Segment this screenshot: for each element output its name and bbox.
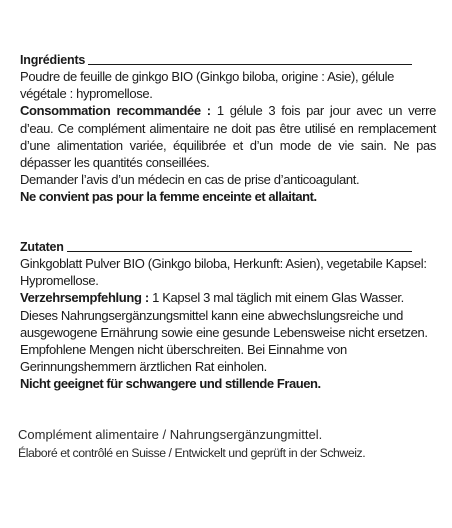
- warning-text-fr: Ne convient pas pour la femme enceinte et allaitant.: [20, 189, 317, 205]
- product-type-text: Complément alimentaire / Nahrungsergänzungmittel.: [18, 427, 323, 442]
- french-label-section: [20, 52, 436, 206]
- german-label-section: [20, 239, 436, 393]
- origin-text: Élaboré et contrôlé en Suisse / Entwickelt und geprüft in der Schweiz.: [18, 446, 366, 460]
- ingredients-heading-text-fr: Ingrédients: [20, 53, 86, 67]
- dosage-label-de: Verzehrsempfehlung :: [20, 290, 149, 306]
- dosage-label-fr: Consommation recommandée :: [20, 103, 211, 119]
- dosage-paragraph-fr: [20, 102, 436, 171]
- warning-text-de: Nicht geeignet für schwangere und stillende Frauen.: [20, 376, 321, 392]
- dosage-text-fr: 1 gélule 3 fois par jour avec un verre d’eau. Ce complément alimentaire ne doit pas être utilisé en remplacement d’une alimentation variée, équilibrée et d’un mode de vie sain. Ne pas dépasser les quantités conseillées.: [20, 103, 436, 171]
- ingredients-heading-fr: [20, 52, 436, 68]
- ingredients-text-de: Ginkgoblatt Pulver BIO (Ginkgo biloba, Herkunft: Asien), vegetabile Kapsel: Hypromellose.: [20, 256, 427, 289]
- dosage-text-de: 1 Kapsel 3 mal täglich mit einem Glas Wasser. Dieses Nahrungsergänzungsmittel kann eine abwechslungsreiche und ausgewogene Ernährung sowie eine gesunde Lebensweise nicht ersetzen. Empfohlene Mengen nicht überschreiten. Bei Einnahme von Gerinnungshemmern ärztlichen Rat einholen.: [20, 290, 428, 375]
- ingredients-heading-de: [20, 239, 436, 255]
- heading-underline-rule: [88, 64, 412, 65]
- dosage-paragraph-de: [20, 289, 436, 375]
- doctor-advice-fr: Demander l’avis d’un médecin en cas de prise d’anticoagulant.: [20, 172, 360, 188]
- ingredients-text-fr: Poudre de feuille de ginkgo BIO (Ginkgo biloba, origine : Asie), gélule végétale : hypromellose.: [20, 69, 395, 102]
- heading-underline-rule: [67, 251, 412, 252]
- ingredients-heading-text-de: Zutaten: [20, 240, 64, 254]
